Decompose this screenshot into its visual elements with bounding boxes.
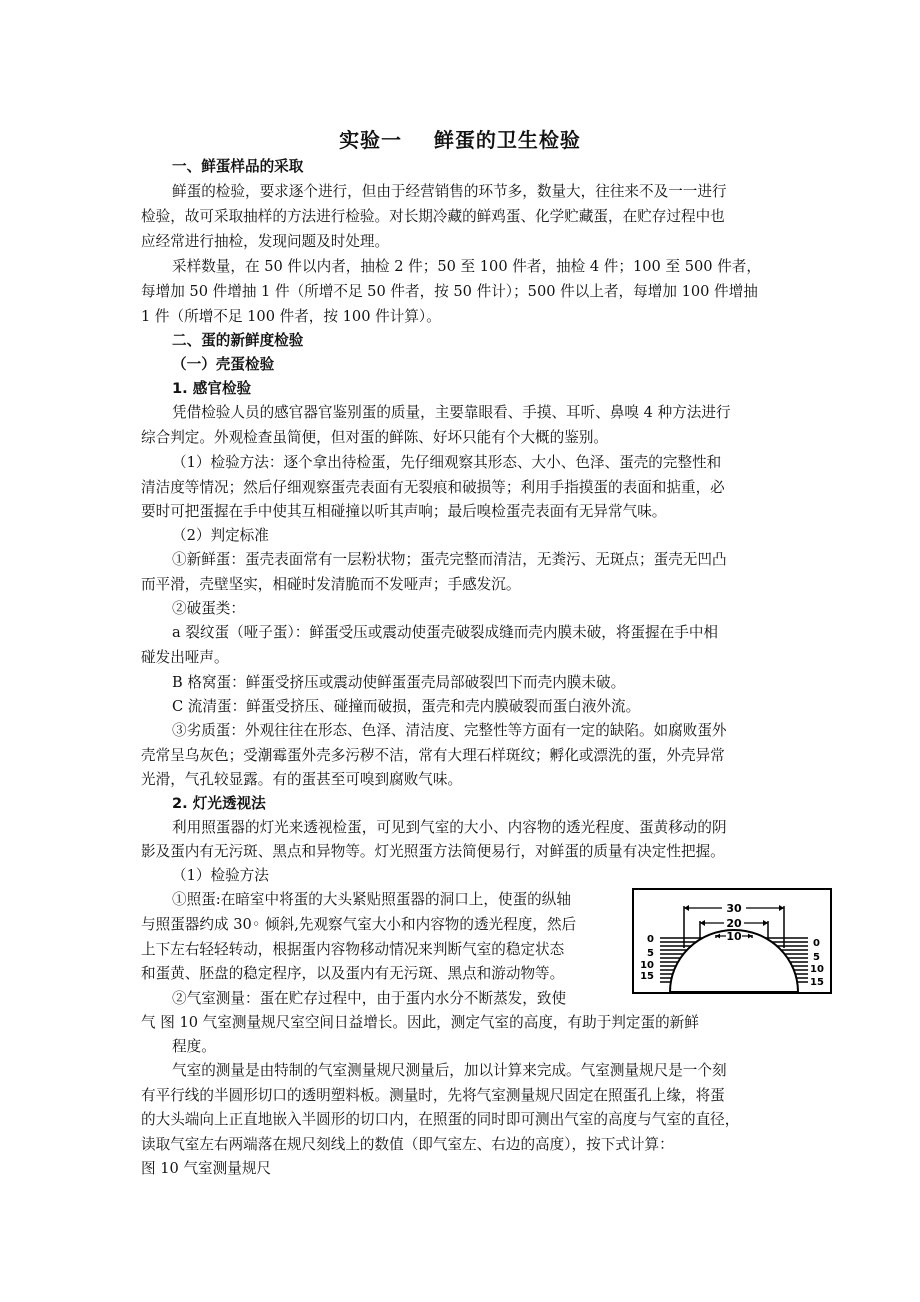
right-scale-label: 5 xyxy=(813,952,820,963)
paragraph-line: C 流清蛋：鲜蛋受挤压、碰撞而破损，蛋壳和壳内膜破裂而蛋白液外流。 xyxy=(172,698,641,715)
paragraph-line: 上下左右轻轻转动，根据蛋内容物移动情况来判断气室的稳定状态 xyxy=(141,941,565,958)
paragraph-line: 而平滑，壳壁坚实，相碰时发清脆而不发哑声；手感发沉。 xyxy=(141,576,521,593)
paragraph-line: 要时可把蛋握在手中使其互相碰撞以听其声响；最后嗅检蛋壳表面有无异常气味。 xyxy=(141,503,667,520)
paragraph-line: 碰发出哑声。 xyxy=(141,649,229,666)
paragraph-line: 光滑，气孔较显露。有的蛋甚至可嗅到腐败气味。 xyxy=(141,771,463,788)
paragraph-line: 凭借检验人员的感官器官鉴别蛋的质量，主要靠眼看、手摸、耳听、鼻嗅 4 种方法进行 xyxy=(172,404,731,421)
subsection-heading: 1. 感官检验 xyxy=(172,380,252,397)
paragraph-line: 综合判定。外观检查虽简便，但对蛋的鲜陈、好坏只能有个大概的鉴别。 xyxy=(141,429,609,446)
paragraph-line: ②气室测量：蛋在贮存过程中，由于蛋内水分不断蒸发，致使 xyxy=(172,990,567,1007)
air-cell-gauge-figure xyxy=(632,888,832,994)
paragraph-line: 清洁度等情况；然后仔细观察蛋壳表面有无裂痕和破损等；利用手指摸蛋的表面和掂重，必 xyxy=(141,479,725,496)
paragraph-line: （1）检验方法 xyxy=(172,867,269,884)
paragraph-line: 鲜蛋的检验，要求逐个进行，但由于经营销售的环节多，数量大，往往来不及一一进行 xyxy=(172,183,727,200)
left-scale-label: 10 xyxy=(640,960,654,971)
figure-caption: 图 10 气室测量规尺 xyxy=(141,1160,272,1177)
left-scale-label: 5 xyxy=(647,948,654,959)
paragraph-line: 壳常呈乌灰色；受潮霉蛋外壳多污秽不洁，常有大理石样斑纹；孵化或漂洗的蛋，外壳异常 xyxy=(141,747,725,764)
paragraph-line: 的大头端向上正直地嵌入半圆形的切口内，在照蛋的同时即可测出气室的高度与气室的直径， xyxy=(141,1111,740,1128)
paragraph-line: ③劣质蛋：外观往往在形态、色泽、清洁度、完整性等方面有一定的缺陷。如腐败蛋外 xyxy=(172,722,727,739)
paragraph-line: 气室的测量是由特制的气室测量规尺测量后，加以计算来完成。气室测量规尺是一个刻 xyxy=(172,1062,727,1079)
subsection-heading: （一）壳蛋检验 xyxy=(172,356,275,373)
paragraph-line: 应经常进行抽检，发现问题及时处理。 xyxy=(141,233,390,250)
subsection-heading: 2. 灯光透视法 xyxy=(172,795,266,812)
dimension-label-10: 10 xyxy=(726,930,742,943)
paragraph-line: 有平行线的半圆形切口的透明塑料板。测量时，先将气室测量规尺固定在照蛋孔上缘，将蛋 xyxy=(141,1087,725,1104)
paragraph-line: 采样数量，在 50 件以内者，抽检 2 件；50 至 100 件者，抽检 4 件；100 至 500 件者， xyxy=(172,258,761,275)
paragraph-line: 气 图 10 气室测量规尺室空间日益增长。因此，测定气室的高度，有助于判定蛋的新鲜 xyxy=(141,1014,699,1031)
paragraph-line: 程度。 xyxy=(172,1038,216,1055)
dimension-label-30: 30 xyxy=(726,902,742,915)
section-heading: 二、蛋的新鲜度检验 xyxy=(172,332,304,349)
paragraph-line: （2）判定标准 xyxy=(172,527,269,544)
paragraph-line: 与照蛋器约成 30◦ 倾斜,先观察气室大小和内容物的透光程度，然后 xyxy=(141,916,577,933)
right-scale-label: 10 xyxy=(810,964,824,975)
paragraph-line: B 格窝蛋：鲜蛋受挤压或震动使鲜蛋蛋壳局部破裂凹下而壳内膜未破。 xyxy=(172,674,626,691)
left-scale-label: 15 xyxy=(640,971,654,982)
paragraph-line: 每增加 50 件增抽 1 件（所增不足 50 件者，按 50 件计）；500 件以上者，每增加 100 件增抽 xyxy=(141,283,758,300)
dimension-label-20: 20 xyxy=(726,917,742,930)
paragraph-line: ①照蛋:在暗室中将蛋的大头紧贴照蛋器的洞口上，使蛋的纵轴 xyxy=(172,891,571,908)
right-scale-label: 15 xyxy=(810,977,824,988)
paragraph-line: a 裂纹蛋（哑子蛋）：鲜蛋受压或震动使蛋壳破裂成缝而壳内膜未破，将蛋握在手中相 xyxy=(172,624,719,641)
paragraph-line: 利用照蛋器的灯光来透视检蛋，可见到气室的大小、内容物的透光程度、蛋黄移动的阴 xyxy=(172,819,727,836)
paragraph-line: 1 件（所增不足 100 件者，按 100 件计算）。 xyxy=(141,308,441,325)
paragraph-line: 和蛋黄、胚盘的稳定程序，以及蛋内有无污斑、黑点和游动物等。 xyxy=(141,965,565,982)
paragraph-line: ②破蛋类： xyxy=(172,600,245,617)
paragraph-line: 读取气室左右两端落在规尺刻线上的数值（即气室左、右边的高度），按下式计算： xyxy=(141,1136,674,1153)
section-heading: 一、鲜蛋样品的采取 xyxy=(172,158,304,175)
paragraph-line: ①新鲜蛋：蛋壳表面常有一层粉状物；蛋壳完整而清洁，无粪污、无斑点；蛋壳无凹凸 xyxy=(172,551,727,568)
paragraph-line: 影及蛋内有无污斑、黑点和异物等。灯光照蛋方法简便易行，对鲜蛋的质量有决定性把握。 xyxy=(141,843,725,860)
paragraph-line: 检验，故可采取抽样的方法进行检验。对长期冷藏的鲜鸡蛋、化学贮藏蛋，在贮存过程中也 xyxy=(141,208,725,225)
left-scale-label: 0 xyxy=(647,934,654,945)
right-scale-label: 0 xyxy=(813,938,820,949)
page-title: 实验一 鲜蛋的卫生检验 xyxy=(339,128,581,152)
paragraph-line: （1）检验方法：逐个拿出待检蛋，先仔细观察其形态、大小、色泽、蛋壳的完整性和 xyxy=(172,454,722,471)
